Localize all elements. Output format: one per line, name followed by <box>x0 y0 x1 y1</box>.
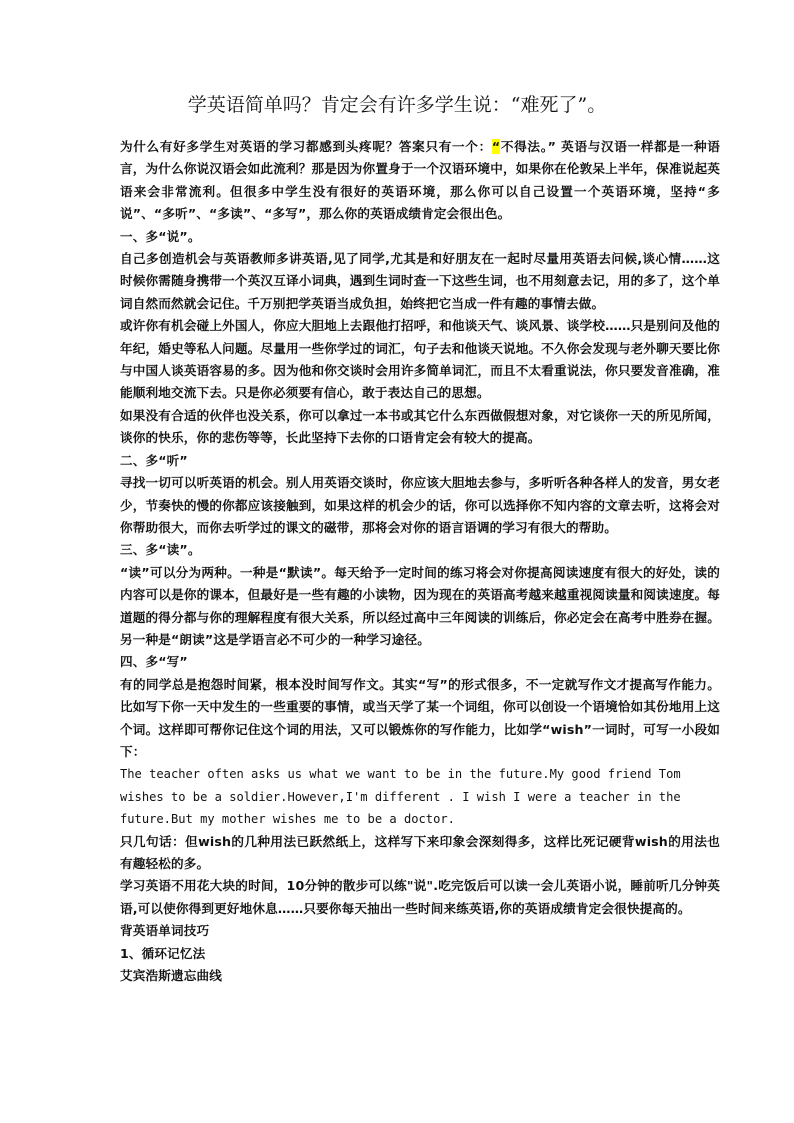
document-title: 学英语简单吗？肯定会有许多学生说：“难死了”。 <box>187 94 607 116</box>
document-body <box>120 136 720 987</box>
intro-text-after: 不得法。” 英语与汉语一样都是一种语言，为什么你说汉语会如此流利？那是因为你置身于一个汉语环境中，如果你在伦敦呆上半年，保准说起英语来会非常流利。但很多中学生没有很好的英语环境，那么你可以自己设置一个英语环境，坚持“多说”、“多听”、“多读”、“多写”，那么你的英语成绩肯定会很出色。 <box>120 139 721 222</box>
highlighted-quote-mark: “ <box>491 139 501 154</box>
section-heading-write: 四、多“写” <box>120 654 188 670</box>
section-heading-listen: 二、多“听” <box>120 452 188 468</box>
paragraph-listen: 寻找一切可以听英语的机会。别人用英语交谈时，你应该大胆地去参与，多听听各种各样人的发音，男女老少，节奏快的慢的你都应该接触到，如果这样的机会少的话，你可以选择你不知内容的文章去听，这将会对你帮助很大，而你去听学过的课文的磁带，那将会对你的语言语调的学习有很大的帮助。 <box>120 475 720 535</box>
heading-forgetting-curve: 艾宾浩斯遗忘曲线 <box>120 968 222 984</box>
english-example-paragraph: The teacher often asks us what we want to be in the future.My good friend Tom wishes to be a soldier.However,I'm different . I wish I were a teacher in the future.But my mother wishes me to be a doctor. <box>120 767 681 827</box>
section-heading-speak: 一、多“说”。 <box>120 228 201 244</box>
paragraph-speak-1: 自己多创造机会与英语教师多讲英语,见了同学,尤其是和好朋友在一起时尽量用英语去问候,谈心情……这时候你需随身携带一个英汉互译小词典，遇到生词时查一下这些生词，也不用刻意去记，用的多了，这个单词自然而然就会记住。千万别把学英语当成负担，始终把它当成一件有趣的事情去做。 <box>120 251 720 311</box>
section-heading-read: 三、多“读”。 <box>120 542 201 558</box>
paragraph-wish-usage: 只几句话：但wish的几种用法已跃然纸上，这样写下来印象会深刻得多，这样比死记硬背wish的用法也有趣轻松的多。 <box>120 833 720 871</box>
heading-vocabulary-tips: 背英语单词技巧 <box>120 923 210 939</box>
paragraph-write: 有的同学总是抱怨时间紧，根本没时间写作文。其实“写”的形式很多，不一定就写作文才提高写作能力。比如写下你一天中发生的一些重要的事情，或当天学了某一个词组，你可以创设一个语境恰如其份地用上这个词。这样即可帮你记住这个词的用法，又可以锻炼你的写作能力，比如学“wish”一词时，可写一小段如下： <box>120 676 720 759</box>
paragraph-speak-3: 如果没有合适的伙伴也没关系，你可以拿过一本书或其它什么东西做假想对象，对它谈你一天的所见所闻，谈你的快乐，你的悲伤等等，长此坚持下去你的口语肯定会有较大的提高。 <box>120 407 720 446</box>
paragraph-speak-2: 或许你有机会碰上外国人，你应大胆地上去跟他打招呼，和他谈天气、谈风景、谈学校……只是别问及他的年纪，婚史等私人问题。尽量用一些你学过的词汇，句子去和他谈天说地。不久你会发现与老外聊天要比你与中国人谈英语容易的多。因为他和你交谈时会用许多简单词汇，而且不太看重说法，你只要发音准确，准能顺利地交流下去。只是你必须要有信心，敢于表达自己的思想。 <box>120 318 720 401</box>
heading-cycle-memory: 1、循环记忆法 <box>120 945 206 961</box>
intro-paragraph <box>120 136 720 226</box>
intro-text-before: 为什么有好多学生对英语的学习都感到头疼呢？答案只有一个： <box>120 139 492 154</box>
paragraph-read: “读”可以分为两种。一种是“默读”。每天给予一定时间的练习将会对你提高阅读速度有很大的好处，读的内容可以是你的课本，但最好是一些有趣的小读物，因为现在的英语高考越来越重视阅读量和阅读速度。每道题的得分都与你的理解程度有很大关系，所以经过高中三年阅读的训练后，你必定会在高考中胜券在握。 另一种是“朗读”这是学语言必不可少的一种学习途径。 <box>120 564 720 647</box>
paragraph-practice-time: 学习英语不用花大块的时间，10分钟的散步可以练"说".吃完饭后可以读一会儿英语小说，睡前听几分钟英语,可以使你得到更好地休息……只要你每天抽出一些时间来练英语,你的英语成绩肯定会很快提高的。 <box>120 878 720 916</box>
